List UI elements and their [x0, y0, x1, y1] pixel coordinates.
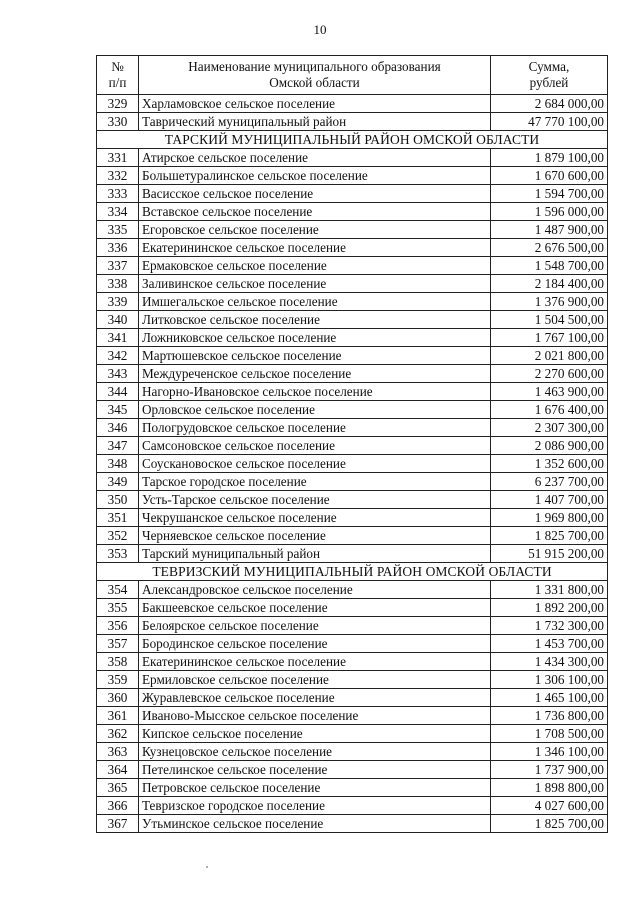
header-num-line2: п/п: [108, 75, 127, 90]
amount-rubles: 51 915 200,00: [491, 545, 608, 563]
municipality-name: Большетуралинское сельское поселение: [139, 167, 491, 185]
municipality-name: Усть-Тарское сельское поселение: [139, 491, 491, 509]
amount-rubles: 1 737 900,00: [491, 761, 608, 779]
amount-rubles: 1 736 800,00: [491, 707, 608, 725]
row-number: 336: [97, 239, 139, 257]
municipality-name: Мартюшевское сельское поселение: [139, 347, 491, 365]
table-row: [97, 689, 608, 707]
municipality-name: Петровское сельское поселение: [139, 779, 491, 797]
table-row: [97, 635, 608, 653]
municipality-name: Атирское сельское поселение: [139, 149, 491, 167]
row-number: 334: [97, 203, 139, 221]
municipality-name: Иваново-Мысское сельское поселение: [139, 707, 491, 725]
amount-rubles: 1 708 500,00: [491, 725, 608, 743]
amount-rubles: 1 331 800,00: [491, 581, 608, 599]
table-row: [97, 599, 608, 617]
municipality-name: Екатерининское сельское поселение: [139, 653, 491, 671]
row-number: 357: [97, 635, 139, 653]
amount-rubles: 1 352 600,00: [491, 455, 608, 473]
scan-speck: [206, 866, 208, 868]
table-row: [97, 743, 608, 761]
municipality-name: Чекрушанское сельское поселение: [139, 509, 491, 527]
table-row: [97, 203, 608, 221]
table-row: [97, 473, 608, 491]
municipality-name: Имшегальское сельское поселение: [139, 293, 491, 311]
table-row: [97, 329, 608, 347]
table-row: [97, 779, 608, 797]
table-row: [97, 347, 608, 365]
table-row: [97, 761, 608, 779]
amount-rubles: 1 969 800,00: [491, 509, 608, 527]
municipality-name: Тарское городское поселение: [139, 473, 491, 491]
row-number: 330: [97, 113, 139, 131]
amount-rubles: 2 307 300,00: [491, 419, 608, 437]
amount-rubles: 1 407 700,00: [491, 491, 608, 509]
municipality-name: Орловское сельское поселение: [139, 401, 491, 419]
amount-rubles: 1 596 000,00: [491, 203, 608, 221]
amount-rubles: 1 594 700,00: [491, 185, 608, 203]
table-row: [97, 311, 608, 329]
row-number: 340: [97, 311, 139, 329]
row-number: 366: [97, 797, 139, 815]
amount-rubles: 1 346 100,00: [491, 743, 608, 761]
row-number: 356: [97, 617, 139, 635]
amount-rubles: 1 732 300,00: [491, 617, 608, 635]
header-sum-line2: рублей: [529, 75, 569, 90]
municipality-name: Междуреченское сельское поселение: [139, 365, 491, 383]
row-number: 333: [97, 185, 139, 203]
amount-rubles: 2 086 900,00: [491, 437, 608, 455]
section-header-row: [97, 563, 608, 581]
table-row: [97, 257, 608, 275]
amount-rubles: 1 487 900,00: [491, 221, 608, 239]
row-number: 339: [97, 293, 139, 311]
row-number: 361: [97, 707, 139, 725]
municipality-name: Кузнецовское сельское поселение: [139, 743, 491, 761]
amount-rubles: 1 898 800,00: [491, 779, 608, 797]
table-row: [97, 725, 608, 743]
municipality-name: Вставское сельское поселение: [139, 203, 491, 221]
row-number: 342: [97, 347, 139, 365]
row-number: 351: [97, 509, 139, 527]
column-header-sum: [491, 56, 608, 95]
municipality-name: Бакшеевское сельское поселение: [139, 599, 491, 617]
row-number: 347: [97, 437, 139, 455]
table-row: [97, 617, 608, 635]
row-number: 345: [97, 401, 139, 419]
table-row: [97, 401, 608, 419]
table-row: [97, 383, 608, 401]
amount-rubles: 1 463 900,00: [491, 383, 608, 401]
municipality-name: Бородинское сельское поселение: [139, 635, 491, 653]
table-row: [97, 239, 608, 257]
municipality-name: Литковское сельское поселение: [139, 311, 491, 329]
row-number: 331: [97, 149, 139, 167]
row-number: 338: [97, 275, 139, 293]
row-number: 362: [97, 725, 139, 743]
header-num-line1: №: [111, 59, 124, 74]
row-number: 360: [97, 689, 139, 707]
amount-rubles: 1 892 200,00: [491, 599, 608, 617]
table-row: [97, 185, 608, 203]
table-row: [97, 455, 608, 473]
table-row: [97, 671, 608, 689]
table-row: [97, 509, 608, 527]
municipality-name: Нагорно-Ивановское сельское поселение: [139, 383, 491, 401]
row-number: 359: [97, 671, 139, 689]
amount-rubles: 1 825 700,00: [491, 815, 608, 833]
table-row: [97, 545, 608, 563]
header-name-line2: Омской области: [269, 75, 360, 90]
municipality-name: Журавлевское сельское поселение: [139, 689, 491, 707]
row-number: 363: [97, 743, 139, 761]
row-number: 335: [97, 221, 139, 239]
amount-rubles: 1 548 700,00: [491, 257, 608, 275]
table-row: [97, 221, 608, 239]
municipality-name: Харламовское сельское поселение: [139, 95, 491, 113]
amount-rubles: 2 270 600,00: [491, 365, 608, 383]
amount-rubles: 1 434 300,00: [491, 653, 608, 671]
table-row: [97, 149, 608, 167]
table-row: [97, 293, 608, 311]
municipality-name: Самсоновское сельское поселение: [139, 437, 491, 455]
amount-rubles: 1 670 600,00: [491, 167, 608, 185]
municipality-name: Ермиловское сельское поселение: [139, 671, 491, 689]
page-number: 10: [313, 22, 327, 37]
amount-rubles: 47 770 100,00: [491, 113, 608, 131]
table-row: [97, 815, 608, 833]
section-title: ТАРСКИЙ МУНИЦИПАЛЬНЫЙ РАЙОН ОМСКОЙ ОБЛАСТИ: [97, 131, 608, 149]
header-name-line1: Наименование муниципального образования: [188, 59, 441, 74]
municipality-name: Пологрудовское сельское поселение: [139, 419, 491, 437]
table-body: [97, 95, 608, 833]
row-number: 355: [97, 599, 139, 617]
municipality-name: Тарский муниципальный район: [139, 545, 491, 563]
table-row: [97, 167, 608, 185]
amount-rubles: 1 879 100,00: [491, 149, 608, 167]
row-number: 346: [97, 419, 139, 437]
municipality-name: Заливинское сельское поселение: [139, 275, 491, 293]
row-number: 365: [97, 779, 139, 797]
table-row: [97, 491, 608, 509]
amount-rubles: 1 465 100,00: [491, 689, 608, 707]
amount-rubles: 1 504 500,00: [491, 311, 608, 329]
amount-rubles: 2 676 500,00: [491, 239, 608, 257]
row-number: 348: [97, 455, 139, 473]
table-row: [97, 653, 608, 671]
table-row: [97, 275, 608, 293]
table-row: [97, 95, 608, 113]
row-number: 329: [97, 95, 139, 113]
row-number: 343: [97, 365, 139, 383]
municipality-name: Ложниковское сельское поселение: [139, 329, 491, 347]
row-number: 352: [97, 527, 139, 545]
municipality-name: Белоярское сельское поселение: [139, 617, 491, 635]
row-number: 344: [97, 383, 139, 401]
amount-rubles: 4 027 600,00: [491, 797, 608, 815]
municipality-name: Черняевское сельское поселение: [139, 527, 491, 545]
table-row: [97, 419, 608, 437]
amount-rubles: 2 184 400,00: [491, 275, 608, 293]
row-number: 341: [97, 329, 139, 347]
amount-rubles: 2 021 800,00: [491, 347, 608, 365]
amount-rubles: 6 237 700,00: [491, 473, 608, 491]
row-number: 354: [97, 581, 139, 599]
amount-rubles: 1 306 100,00: [491, 671, 608, 689]
table-row: [97, 527, 608, 545]
amount-rubles: 1 376 900,00: [491, 293, 608, 311]
municipality-name: Таврический муниципальный район: [139, 113, 491, 131]
row-number: 350: [97, 491, 139, 509]
municipality-name: Петелинское сельское поселение: [139, 761, 491, 779]
amount-rubles: 1 825 700,00: [491, 527, 608, 545]
row-number: 364: [97, 761, 139, 779]
section-header-row: [97, 131, 608, 149]
table-row: [97, 113, 608, 131]
row-number: 349: [97, 473, 139, 491]
row-number: 358: [97, 653, 139, 671]
amount-rubles: 1 767 100,00: [491, 329, 608, 347]
municipality-name: Васисское сельское поселение: [139, 185, 491, 203]
municipality-name: Кипское сельское поселение: [139, 725, 491, 743]
column-header-number: [97, 56, 139, 95]
row-number: 367: [97, 815, 139, 833]
municipality-name: Ермаковское сельское поселение: [139, 257, 491, 275]
row-number: 332: [97, 167, 139, 185]
municipality-name: Екатерининское сельское поселение: [139, 239, 491, 257]
municipality-name: Утьминское сельское поселение: [139, 815, 491, 833]
table-row: [97, 797, 608, 815]
municipality-name: Тевризское городское поселение: [139, 797, 491, 815]
section-title: ТЕВРИЗСКИЙ МУНИЦИПАЛЬНЫЙ РАЙОН ОМСКОЙ ОБЛАСТИ: [97, 563, 608, 581]
table-row: [97, 581, 608, 599]
row-number: 353: [97, 545, 139, 563]
amount-rubles: 2 684 000,00: [491, 95, 608, 113]
table-row: [97, 437, 608, 455]
amount-rubles: 1 453 700,00: [491, 635, 608, 653]
municipality-name: Егоровское сельское поселение: [139, 221, 491, 239]
municipality-name: Александровское сельское поселение: [139, 581, 491, 599]
allocation-table: [96, 55, 608, 833]
header-sum-line1: Сумма,: [528, 59, 570, 74]
table-header-row: [97, 56, 608, 95]
amount-rubles: 1 676 400,00: [491, 401, 608, 419]
row-number: 337: [97, 257, 139, 275]
table-row: [97, 707, 608, 725]
municipality-name: Соускановоское сельское поселение: [139, 455, 491, 473]
column-header-name: [139, 56, 491, 95]
table-row: [97, 365, 608, 383]
